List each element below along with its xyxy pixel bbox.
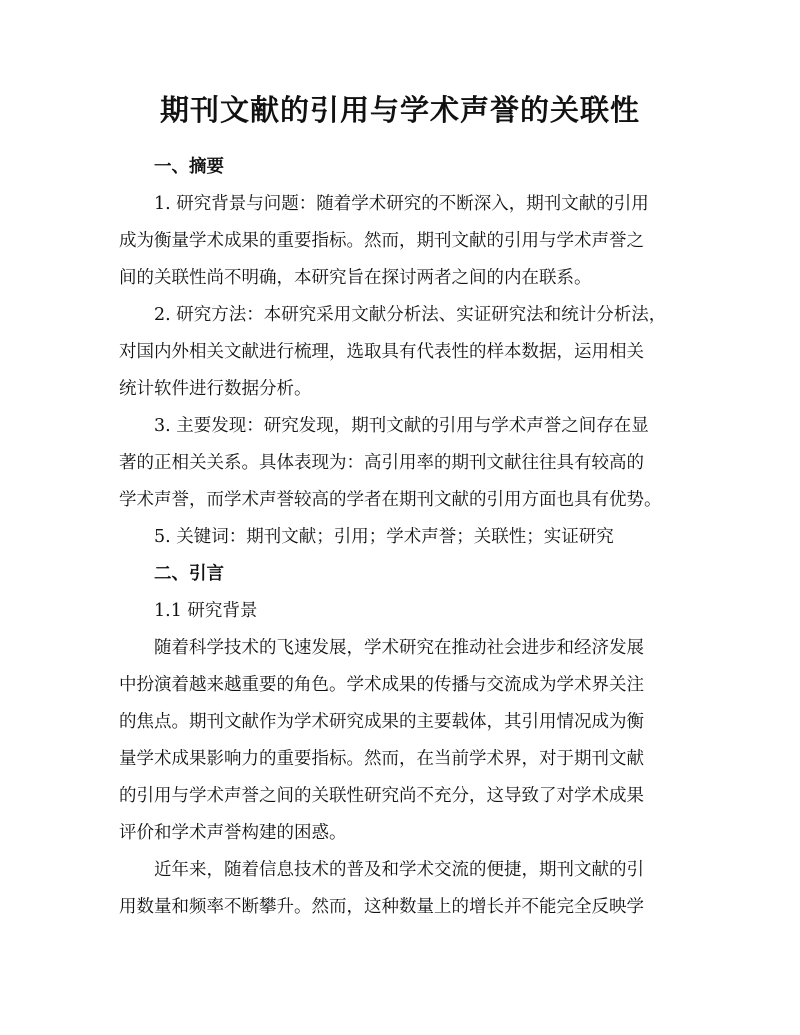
subsection-heading-background: 1.1 研究背景 (154, 601, 258, 621)
paragraph-line: 用数量和频率不断攀升。然而，这种数量上的增长并不能完全反映学 (119, 897, 644, 917)
paragraph-line: 著的正相关关系。具体表现为：高引用率的期刊文献往往具有较高的 (119, 453, 644, 473)
section-heading-abstract: 一、摘要 (154, 157, 224, 177)
paragraph-line: 的焦点。期刊文献作为学术研究成果的主要载体，其引用情况成为衡 (119, 712, 644, 732)
paragraph-line: 成为衡量学术成果的重要指标。然而，期刊文献的引用与学术声誉之 (119, 231, 644, 251)
document-title: 期刊文献的引用与学术声誉的关联性 (159, 93, 640, 127)
paragraph-line: 近年来，随着信息技术的普及和学术交流的便捷，期刊文献的引 (154, 860, 644, 880)
paragraph-line: 统计软件进行数据分析。 (119, 379, 312, 399)
paragraph-line: 量学术成果影响力的重要指标。然而，在当前学术界，对于期刊文献 (119, 749, 644, 769)
paragraph-line: 3. 主要发现：研究发现，期刊文献的引用与学术声誉之间存在显 (154, 416, 649, 436)
paragraph-line: 1. 研究背景与问题：随着学术研究的不断深入，期刊文献的引用 (154, 194, 649, 214)
paragraph-line: 学术声誉，而学术声誉较高的学者在期刊文献的引用方面也具有优势。 (119, 490, 662, 510)
document-body (119, 149, 685, 926)
paragraph-line: 随着科学技术的飞速发展，学术研究在推动社会进步和经济发展 (154, 638, 644, 658)
paragraph-line: 评价和学术声誉构建的困惑。 (119, 823, 347, 843)
paragraph-line: 的引用与学术声誉之间的关联性研究尚不充分，这导致了对学术成果 (119, 786, 644, 806)
paragraph-line: 对国内外相关文献进行梳理，选取具有代表性的样本数据，运用相关 (119, 342, 644, 362)
paragraph-line: 中扮演着越来越重要的角色。学术成果的传播与交流成为学术界关注 (119, 675, 644, 695)
paragraph-line: 间的关联性尚不明确，本研究旨在探讨两者之间的内在联系。 (119, 268, 592, 288)
keywords-line: 5. 关键词：期刊文献；引用；学术声誉；关联性；实证研究 (154, 527, 614, 547)
paragraph-line: 2. 研究方法：本研究采用文献分析法、实证研究法和统计分析法， (154, 305, 667, 325)
section-heading-introduction: 二、引言 (154, 564, 224, 584)
